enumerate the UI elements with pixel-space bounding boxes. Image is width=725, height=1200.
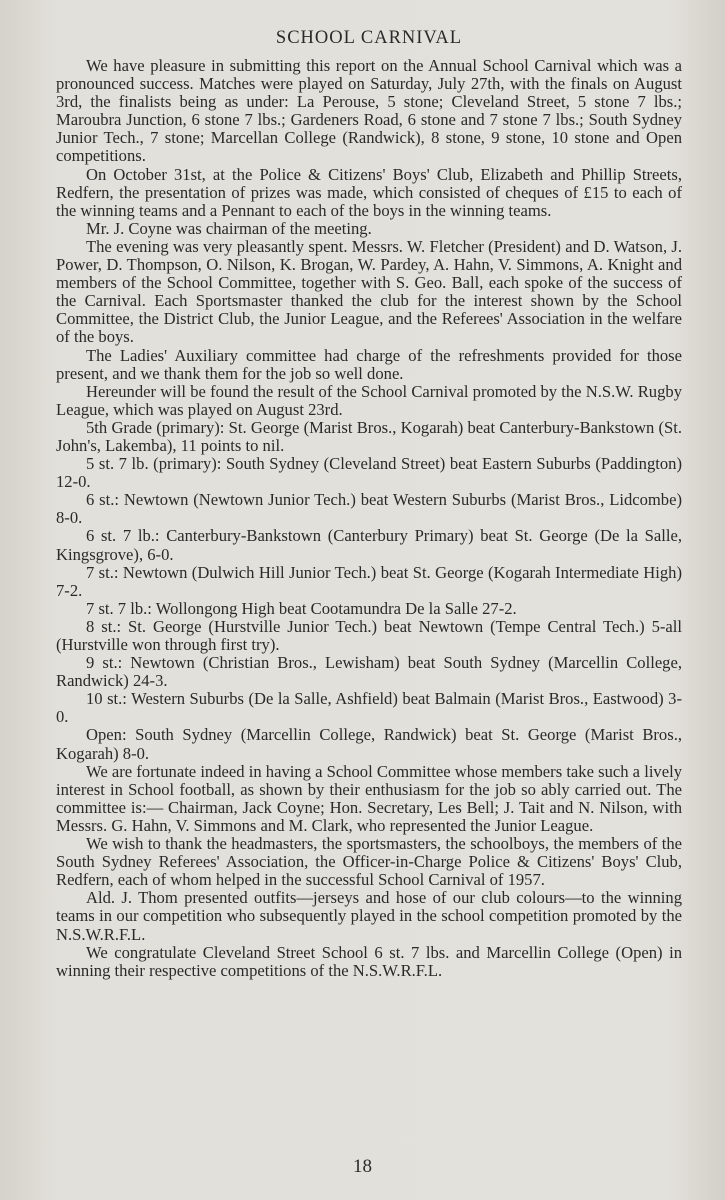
result-5th-grade: 5th Grade (primary): St. George (Marist Bros., Kogarah) beat Canterbury-Bankstown (St. John's, Lakemba), 11 points to nil. xyxy=(56,417,682,455)
result-8st: 8 st.: St. George (Hurstville Junior Tech.) beat Newtown (Tempe Central Tech.) 5-all (Hurstville won through first try). xyxy=(56,616,682,654)
paragraph-results-intro: Hereunder will be found the result of the School Carnival promoted by the N.S.W. Rugby League, which was played on August 23rd. xyxy=(56,381,682,419)
result-6st-7lb: 6 st. 7 lb.: Canterbury-Bankstown (Canterbury Primary) beat St. George (De la Salle, Kingsgrove), 6-0. xyxy=(56,526,682,564)
paragraph-evening: The evening was very pleasantly spent. Messrs. W. Fletcher (President) and D. Watson, J. Power, D. Thompson, O. Nilson, K. Brogan, W. Pardey, A. Hahn, V. Simmons, A. Knight and members of the School Committee, together with S. Geo. Ball, each spoke of the success of the Carnival. Each Sportsmaster thanked the club for the interest shown by the School Committee, the District Club, the Junior League, and the Referees' Association in the welfare of the boys. xyxy=(56,236,682,347)
result-5st-7lb: 5 st. 7 lb. (primary): South Sydney (Cleveland Street) beat Eastern Suburbs (Paddington) 12-0. xyxy=(56,454,682,492)
paragraph-ladies-auxiliary: The Ladies' Auxiliary committee had charge of the refreshments provided for those present, and we thank them for the job so well done. xyxy=(56,345,682,383)
paragraph-outfits: Ald. J. Thom presented outfits—jerseys and hose of our club colours—to the winning teams in our competition who subsequently played in the school competition promoted by the N.S.W.R.F.L. xyxy=(56,888,682,944)
paragraph-committee: We are fortunate indeed in having a School Committee whose members take such a lively interest in School football, as shown by their enthusiasm for the job so ably carried out. The committee is:— Chairman, Jack Coyne; Hon. Secretary, Les Bell; J. Tait and N. Nilson, with Messrs. G. Hahn, V. Simmons and M. Clark, who represented the Junior League. xyxy=(56,761,682,835)
result-9st: 9 st.: Newtown (Christian Bros., Lewisham) beat South Sydney (Marcellin College, Randwick) 24-3. xyxy=(56,653,682,691)
result-7st: 7 st.: Newtown (Dulwich Hill Junior Tech.) beat St. George (Kogarah Intermediate High) 7-2. xyxy=(56,562,682,600)
paragraph-thanks: We wish to thank the headmasters, the sportsmasters, the schoolboys, the members of the South Sydney Referees' Association, the Officer-in-Charge Police & Citizens' Boys' Club, Redfern, each of whom helped in the successful School Carnival of 1957. xyxy=(56,834,682,890)
paragraph-chairman: Mr. J. Coyne was chairman of the meeting. xyxy=(86,218,372,238)
paragraph-intro: We have pleasure in submitting this report on the Annual School Carnival which was a pronounced success. Matches were played on Saturday, July 27th, with the finals on August 3rd, the finalists being as under: La Perouse, 5 stone; Cleveland Street, 5 stone 7 lbs.; Maroubra Junction, 6 stone 7 lbs.; Gardeners Road, 6 stone and 7 stone 7 lbs.; South Sydney Junior Tech., 7 stone; Marcellan College (Randwick), 8 stone, 9 stone, 10 stone and Open competitions. xyxy=(56,56,682,166)
paragraph-congratulations: We congratulate Cleveland Street School 6 st. 7 lbs. and Marcellin College (Open) in winning their respective competitions of the N.S.W.R.F.L. xyxy=(56,942,682,980)
paragraph-presentation: On October 31st, at the Police & Citizens' Boys' Club, Elizabeth and Phillip Streets, Redfern, the presentation of prizes was made, which consisted of cheques of £15 to each of the winning teams and a Pennant to each of the boys in the winning teams. xyxy=(56,164,682,220)
page-title: SCHOOL CARNIVAL xyxy=(275,28,463,48)
result-10st: 10 st.: Western Suburbs (De la Salle, Ashfield) beat Balmain (Marist Bros., Eastwood) 3-0. xyxy=(56,689,682,727)
page-number: 18 xyxy=(353,1156,372,1177)
result-6st: 6 st.: Newtown (Newtown Junior Tech.) beat Western Suburbs (Marist Bros., Lidcombe) 8-0. xyxy=(56,490,682,528)
result-open: Open: South Sydney (Marcellin College, Randwick) beat St. George (Marist Bros., Kogarah) 8-0. xyxy=(56,725,682,763)
document-body xyxy=(56,28,682,980)
result-7st-7lb: 7 st. 7 lb.: Wollongong High beat Cootamundra De la Salle 27-2. xyxy=(86,598,517,618)
